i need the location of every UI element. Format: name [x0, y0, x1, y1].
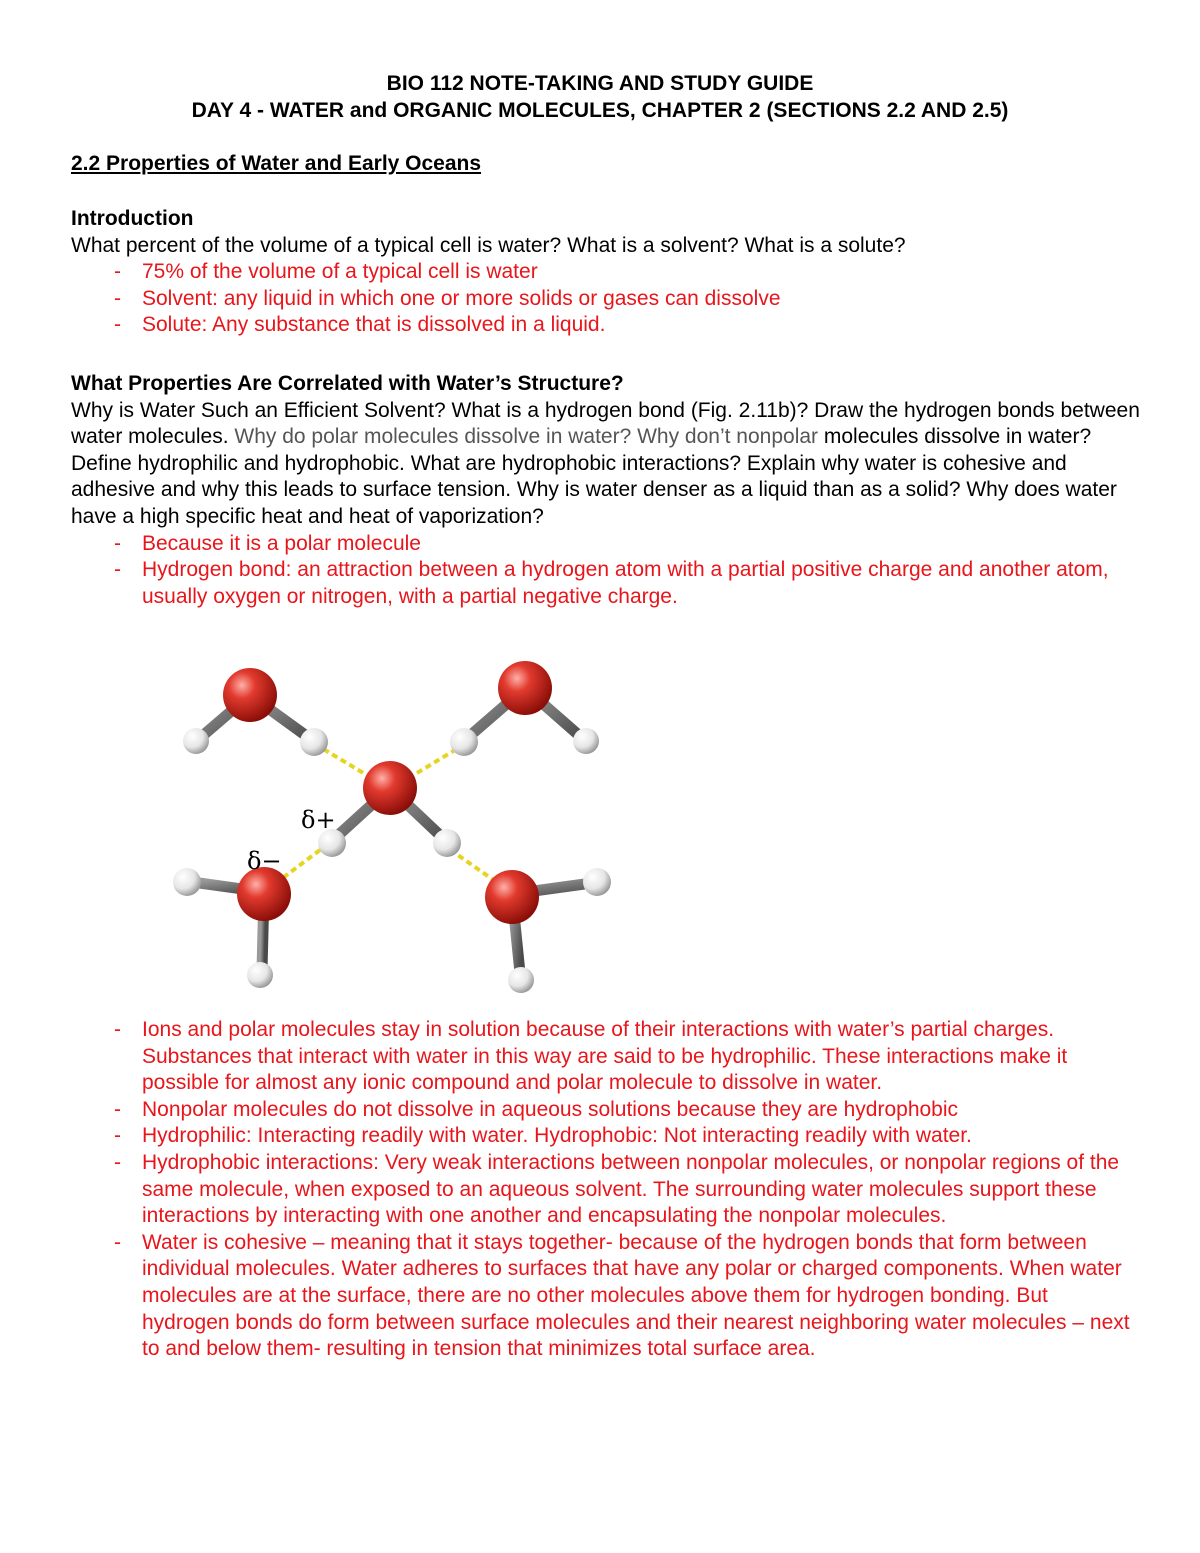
covalent-bonds [192, 688, 592, 973]
properties-answer-list-top [71, 531, 1141, 611]
oxygen-atoms [223, 661, 552, 924]
water-hydrogen-bond-figure [160, 650, 620, 1010]
intro-answer-list [71, 259, 1141, 339]
properties-question [71, 398, 1141, 531]
properties-answers-bottom [71, 1017, 1141, 1363]
properties-answer-list-bottom [71, 1017, 1141, 1363]
list-item: - Hydrogen bond: an attraction between a hydrogen atom with a partial positive charge and another atom, usually oxygen or nitrogen, with a partial negative charge. [71, 557, 1141, 610]
list-item: - Hydrophilic: Interacting readily with water. Hydrophobic: Not interacting readily with water. [71, 1123, 1141, 1150]
list-item: - Nonpolar molecules do not dissolve in aqueous solutions because they are hydrophobic [71, 1097, 1141, 1124]
document-subtitle: DAY 4 - WATER and ORGANIC MOLECULES, CHAPTER 2 (SECTIONS 2.2 AND 2.5) [191, 99, 1009, 122]
intro-block [71, 206, 1141, 339]
document-title: BIO 112 NOTE-TAKING AND STUDY GUIDE [386, 72, 814, 95]
list-item: - Hydrophobic interactions: Very weak interactions between nonpolar molecules, or nonpolar regions of the same molecule, when exposed to an aqueous solvent. The surrounding water molecules support these interactions by interacting with one another and encapsulating the nonpolar molecules. [71, 1150, 1141, 1230]
list-item: - Water is cohesive – meaning that it stays together- because of the hydrogen bonds that form between individual molecules. Water adheres to surfaces that have any polar or charged components. When water molecules are at the surface, there are no other molecules above them for hydrogen bonding. But hydrogen bonds do form between surface molecules and their nearest neighboring water molecules – next to and below them- resulting in tension that minimizes total surface area. [71, 1230, 1141, 1363]
section-heading: 2.2 Properties of Water and Early Oceans [71, 152, 482, 175]
properties-heading: What Properties Are Correlated with Water’s Structure? [71, 372, 624, 395]
list-item: - Solvent: any liquid in which one or more solids or gases can dissolve [71, 286, 1141, 313]
question-text-continued: molecules dissolve in water? Define hydrophilic and hydrophobic. What are hydrophobic interactions? Explain why water is cohesive and adhesive and why this leads to surface tension. Why is water denser as a liquid than as a solid? Why does water have a high specific heat and heat of vaporization? [71, 425, 1117, 528]
question-text: Why is Water Such an Efficient Solvent? What is a hydrogen bond (Fig. 2.11b)? Draw the hydrogen bonds between water molecules. [71, 398, 1140, 449]
intro-question: What percent of the volume of a typical cell is water? What is a solvent? What is a solute? [71, 233, 906, 257]
list-item: - Ions and polar molecules stay in solution because of their interactions with water’s partial charges. Substances that interact with water in this way are said to be hydrophilic. These interactions make it possible for almost any ionic compound and polar molecule to dissolve in water. [71, 1017, 1141, 1097]
question-text-gray: Why do polar molecules dissolve in water? Why don’t nonpolar [234, 425, 819, 449]
properties-block [71, 371, 1141, 610]
delta-plus-label: δ+ [301, 806, 336, 834]
delta-minus-label: δ− [247, 847, 282, 875]
list-item: - 75% of the volume of a typical cell is water [71, 259, 1141, 286]
list-item: - Because it is a polar molecule [71, 531, 1141, 558]
list-item: - Solute: Any substance that is dissolved in a liquid. [71, 312, 1141, 339]
intro-heading: Introduction [71, 207, 194, 230]
